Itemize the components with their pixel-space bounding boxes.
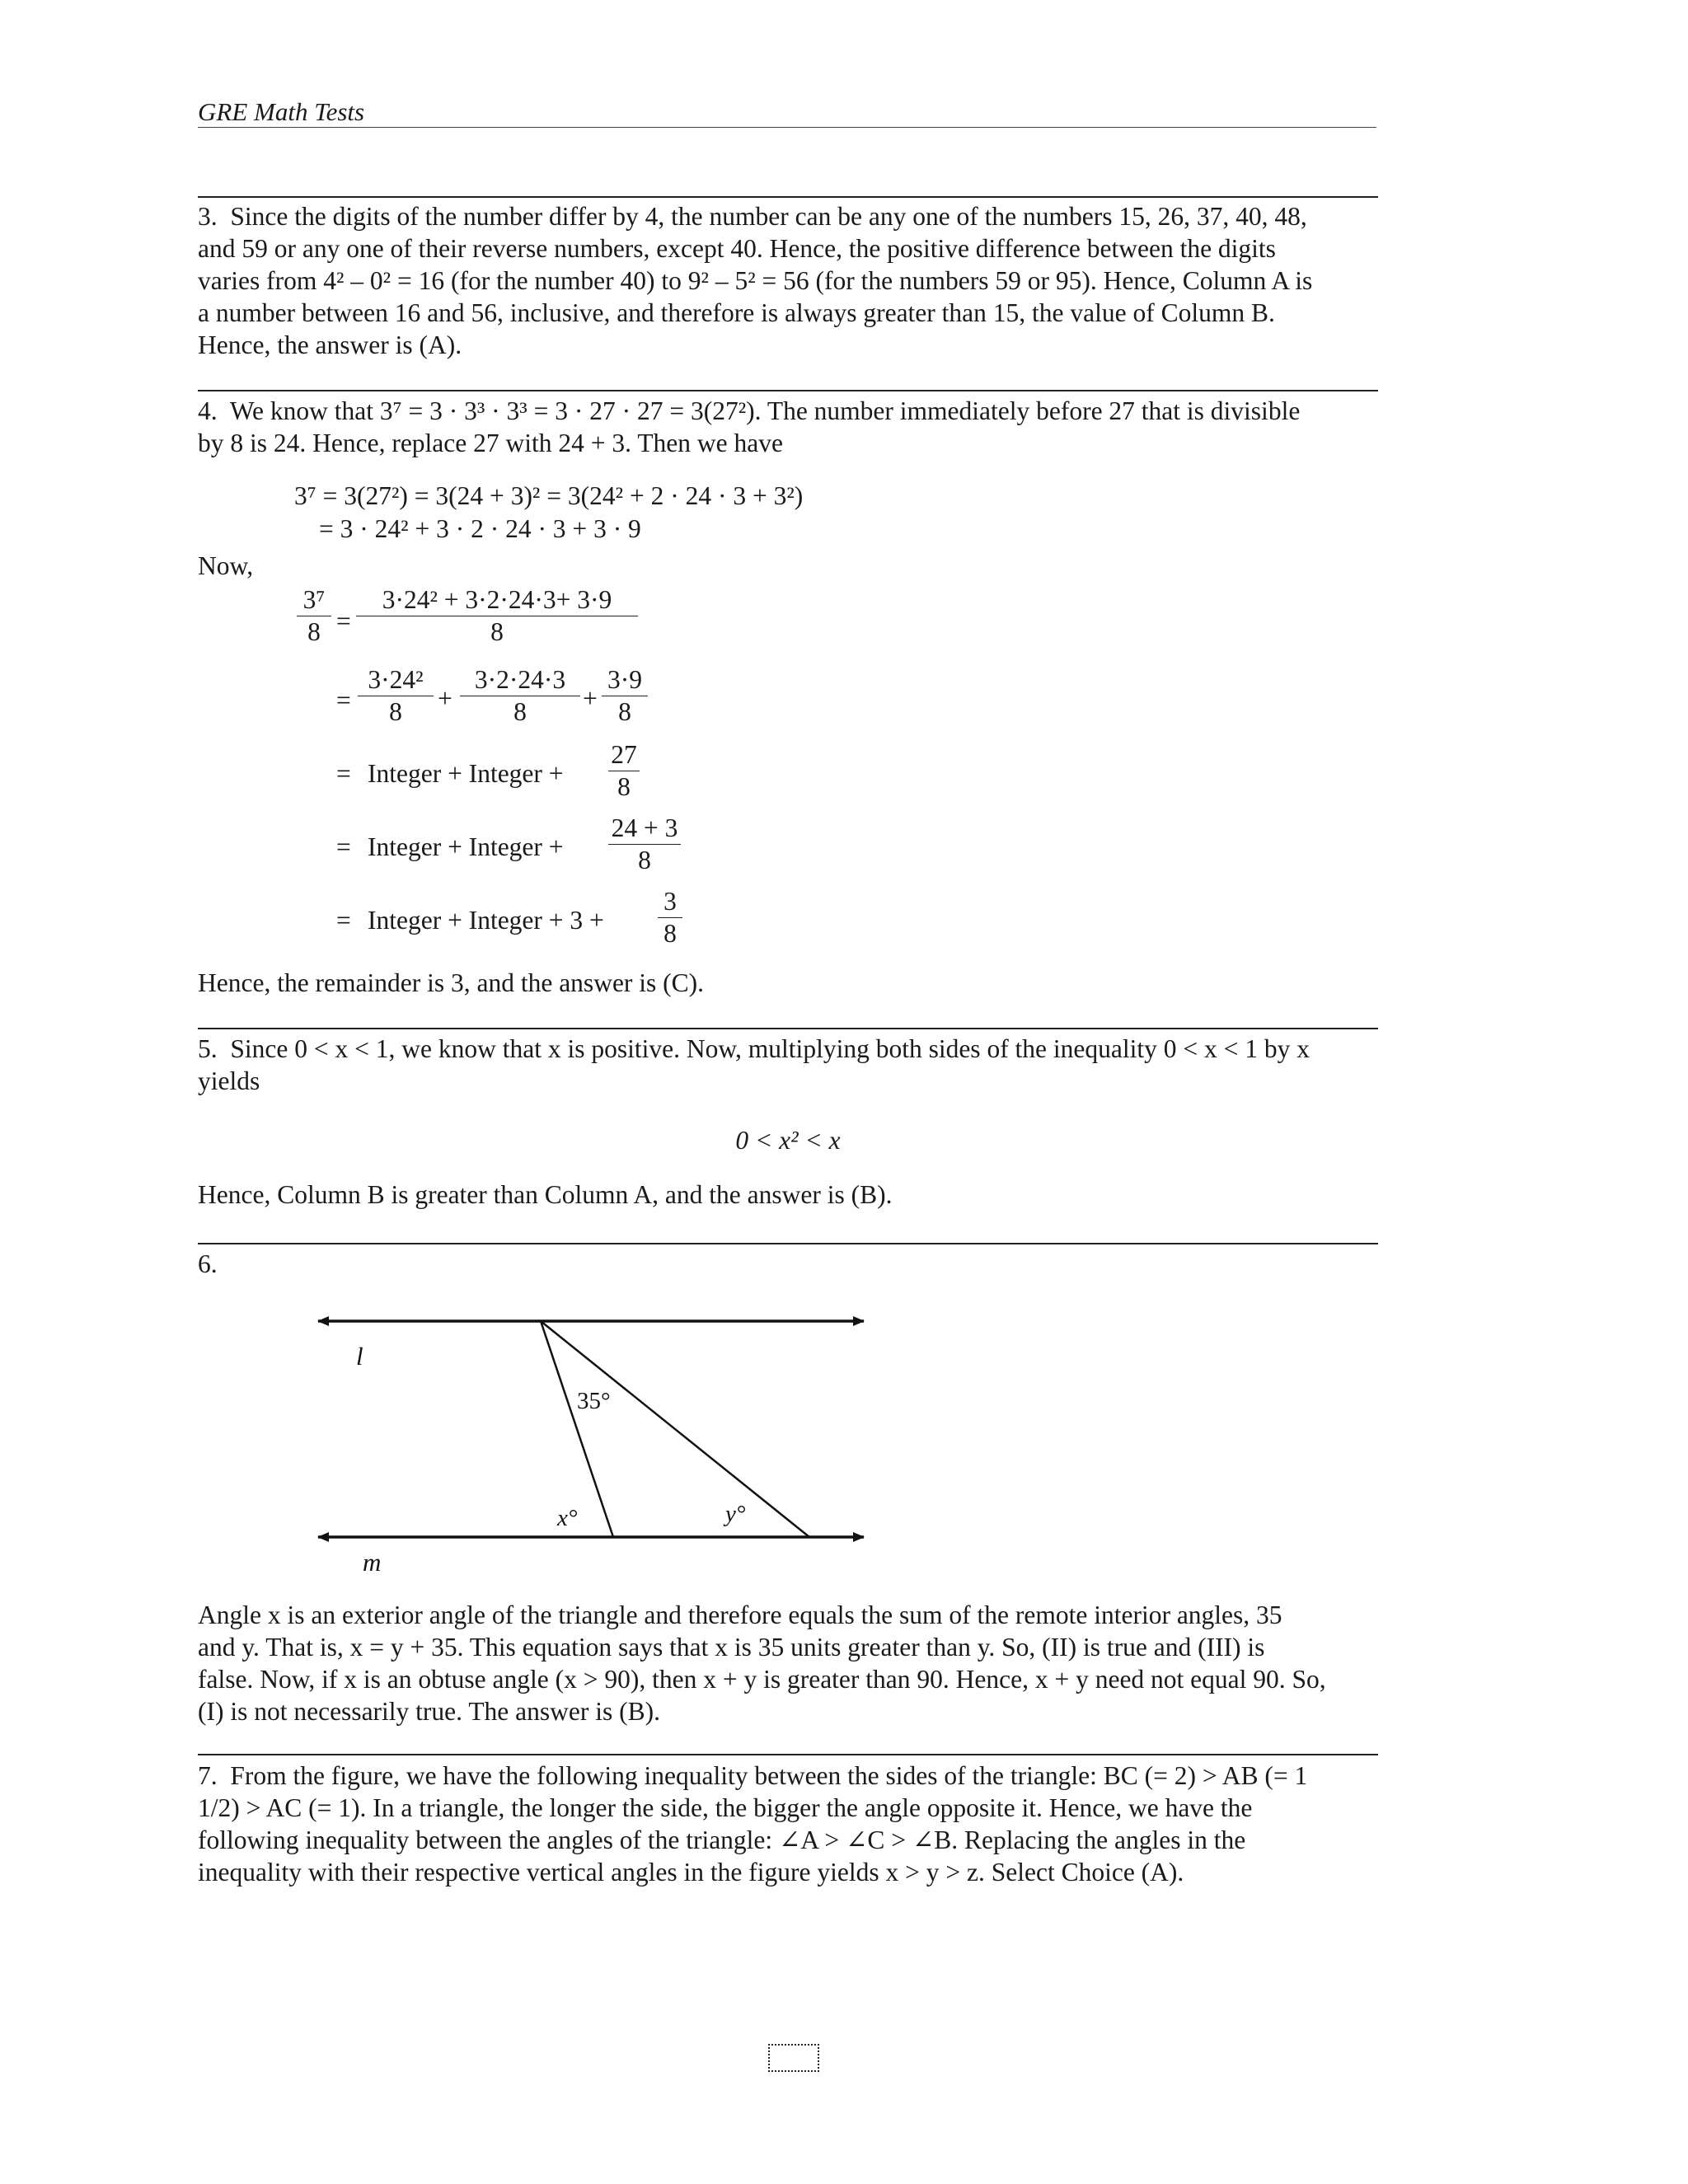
fraction-term-1 bbox=[358, 664, 434, 728]
triangle-side-right bbox=[541, 1321, 809, 1537]
q6-line-2: and y. That is, x = y + 35. This equation says that x is 35 units greater than y. So, (II) is true and (III) is bbox=[198, 1633, 1265, 1661]
integer-sum-text: Integer + Integer + bbox=[368, 832, 564, 861]
equals-sign: = bbox=[336, 759, 351, 788]
q6-figure bbox=[313, 1301, 874, 1581]
q7-number: 7. bbox=[198, 1761, 218, 1790]
numerator: 24 + 3 bbox=[611, 813, 678, 842]
numerator: 3·24² + 3·2·24·3+ 3·9 bbox=[382, 585, 612, 614]
q4-intro bbox=[198, 395, 1378, 459]
q5-conclusion: Hence, Column B is greater than Column A, and the answer is (B). bbox=[198, 1180, 893, 1209]
q6-number: 6. bbox=[198, 1249, 218, 1278]
line-l-label: l bbox=[356, 1342, 363, 1371]
q3-line-4: a number between 16 and 56, inclusive, and therefore is always greater than 15, the value of Column B. bbox=[198, 298, 1275, 327]
equals-sign: = bbox=[336, 686, 351, 715]
fraction-24-plus-3-over-8 bbox=[608, 813, 681, 876]
section-divider bbox=[198, 196, 1378, 198]
q6-line-1: Angle x is an exterior angle of the triangle and therefore equals the sum of the remote interior angles, 35 bbox=[198, 1601, 1282, 1629]
plus-sign: + bbox=[583, 684, 598, 713]
fraction-27-over-8 bbox=[608, 739, 640, 803]
q6-solution bbox=[198, 1599, 1378, 1727]
integer-sum-text: Integer + Integer + 3 + bbox=[368, 906, 604, 935]
equals-sign: = bbox=[336, 832, 351, 861]
q6-line-4: (I) is not necessarily true. The answer is (B). bbox=[198, 1697, 661, 1726]
section-divider bbox=[198, 390, 1378, 391]
q7-line-1: From the figure, we have the following inequality between the sides of the triangle: BC (= 2) > AB (= 1 bbox=[230, 1761, 1308, 1790]
denominator: 8 bbox=[617, 772, 631, 801]
fraction-term-2 bbox=[460, 664, 580, 728]
denominator: 8 bbox=[513, 697, 527, 726]
plus-sign: + bbox=[438, 684, 452, 713]
q5-line-1: Since 0 < x < 1, we know that x is positive. Now, multiplying both sides of the inequality 0 < x < 1 by x bbox=[230, 1034, 1311, 1063]
denominator: 8 bbox=[638, 846, 651, 874]
q7-line-3: following inequality between the angles of the triangle: ∠A > ∠C > ∠B. Replacing the angles in the bbox=[198, 1825, 1246, 1854]
numerator: 27 bbox=[611, 740, 637, 769]
denominator: 8 bbox=[307, 617, 321, 646]
numerator: 3·9 bbox=[607, 665, 642, 694]
angle-y-label: y° bbox=[725, 1501, 746, 1527]
q5-number: 5. bbox=[198, 1034, 218, 1063]
q7-solution bbox=[198, 1760, 1378, 1888]
section-divider bbox=[198, 1754, 1378, 1755]
line-m-label: m bbox=[363, 1548, 382, 1577]
numerator: 3 bbox=[663, 887, 677, 916]
q4-intro-line-1: We know that 3⁷ = 3 · 3³ · 3³ = 3 · 27 · 27 = 3(27²). The number immediately before 27 that is divisible bbox=[229, 396, 1301, 425]
q3-line-1: Since the digits of the number differ by 4, the number can be any one of the numbers 15, 26, 37, 40, 48, bbox=[230, 202, 1307, 231]
fraction-term-3 bbox=[602, 664, 648, 728]
q5-line-2: yields bbox=[198, 1066, 260, 1095]
denominator: 8 bbox=[389, 697, 402, 726]
q5-solution bbox=[198, 1033, 1378, 1097]
equals-sign: = bbox=[336, 906, 351, 935]
angle-x-label: x° bbox=[557, 1505, 578, 1531]
integer-sum-text: Integer + Integer + bbox=[368, 759, 564, 788]
header-rule bbox=[198, 127, 1376, 128]
q4-number: 4. bbox=[198, 396, 218, 425]
q5-centered-inequality: 0 < x² < x bbox=[735, 1126, 841, 1155]
q3-number: 3. bbox=[198, 202, 218, 231]
q4-intro-line-2: by 8 is 24. Hence, replace 27 with 24 + 3. Then we have bbox=[198, 429, 783, 457]
equals-sign: = bbox=[336, 607, 351, 635]
q3-line-5: Hence, the answer is (A). bbox=[198, 330, 462, 359]
section-divider bbox=[198, 1028, 1378, 1029]
fraction-expanded bbox=[356, 584, 638, 648]
q4-equation-2: = 3 · 24² + 3 · 2 · 24 · 3 + 3 · 9 bbox=[319, 514, 641, 543]
q4-conclusion: Hence, the remainder is 3, and the answer is (C). bbox=[198, 968, 705, 997]
numerator: 3·24² bbox=[368, 665, 424, 694]
q7-line-4: inequality with their respective vertical angles in the figure yields x > y > z. Select Choice (A). bbox=[198, 1858, 1184, 1886]
numerator: 3·2·24·3 bbox=[474, 665, 566, 694]
angle-35-label: 35° bbox=[577, 1388, 611, 1414]
footer-page-marker bbox=[768, 2044, 819, 2072]
denominator: 8 bbox=[618, 697, 631, 726]
q3-solution bbox=[198, 200, 1378, 361]
denominator: 8 bbox=[490, 617, 504, 646]
q6-line-3: false. Now, if x is an obtuse angle (x > 90), then x + y is greater than 90. Hence, x + y need not equal 90. So, bbox=[198, 1665, 1326, 1694]
q3-line-3: varies from 4² – 0² = 16 (for the number 40) to 9² – 5² = 56 (for the numbers 59 or 95). Hence, Column A is bbox=[198, 266, 1313, 295]
numerator: 3⁷ bbox=[302, 585, 326, 614]
fraction-3-over-8 bbox=[658, 886, 682, 949]
q4-now: Now, bbox=[198, 551, 254, 580]
q3-line-2: and 59 or any one of their reverse numbers, except 40. Hence, the positive difference between the digits bbox=[198, 234, 1276, 263]
fraction-3-pow-7-over-8 bbox=[297, 584, 331, 648]
section-divider bbox=[198, 1243, 1378, 1244]
denominator: 8 bbox=[663, 919, 677, 948]
page-header-title: GRE Math Tests bbox=[198, 97, 365, 126]
q7-line-2: 1/2) > AC (= 1). In a triangle, the longer the side, the bigger the angle opposite it. Hence, we have the bbox=[198, 1793, 1253, 1822]
q4-equation-1: 3⁷ = 3(27²) = 3(24 + 3)² = 3(24² + 2 · 24 · 3 + 3²) bbox=[294, 481, 804, 510]
